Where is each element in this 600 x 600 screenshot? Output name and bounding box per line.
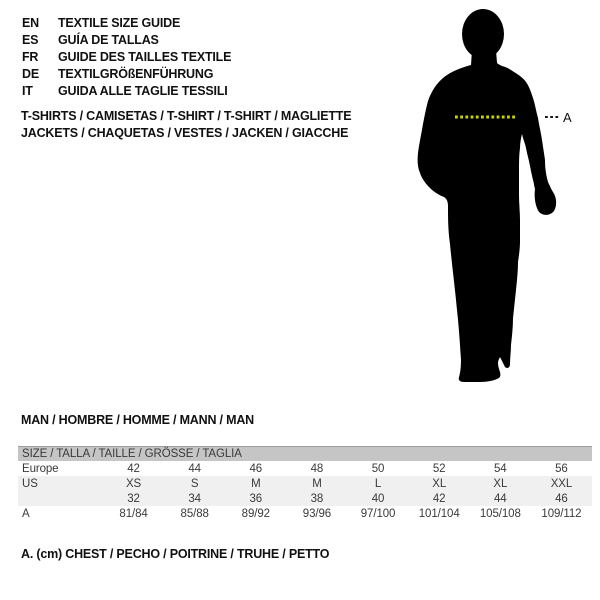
row-label: A xyxy=(22,507,30,520)
size-cell: 56 xyxy=(555,462,568,475)
man-body-silhouette xyxy=(418,50,557,382)
size-cell: 42 xyxy=(127,462,140,475)
section-title: MAN / HOMBRE / HOMME / MANN / MAN xyxy=(21,413,254,427)
size-cell: 42 xyxy=(432,492,446,505)
size-table-header: SIZE / TALLA / TAILLE / GRÖSSE / TAGLIA xyxy=(18,446,592,461)
size-cell: 36 xyxy=(249,492,263,505)
size-cell: 89/92 xyxy=(241,507,270,520)
size-cell: XS xyxy=(125,477,142,490)
size-cell: 85/88 xyxy=(180,507,209,520)
size-cell: XL xyxy=(432,477,447,490)
size-cell: 93/96 xyxy=(302,507,332,520)
size-cell: L xyxy=(374,477,382,490)
size-cell: XL xyxy=(493,477,508,490)
measure-label: A xyxy=(563,110,572,125)
language-code: IT xyxy=(22,83,33,98)
category-line: T-SHIRTS / CAMISETAS / T-SHIRT / T-SHIRT / MAGLIETTE xyxy=(21,109,352,123)
row-label: Europe xyxy=(22,462,59,475)
measurement-footnote: A. (cm) CHEST / PECHO / POITRINE / TRUHE / PETTO xyxy=(21,547,330,561)
size-cell: 81/84 xyxy=(119,507,148,520)
size-cell: S xyxy=(190,477,199,490)
size-cell: 40 xyxy=(371,492,385,505)
language-row xyxy=(22,14,231,31)
category-line: JACKETS / CHAQUETAS / VESTES / JACKEN / GIACCHE xyxy=(21,126,349,140)
language-code: FR xyxy=(22,49,39,64)
language-label: TEXTILE SIZE GUIDE xyxy=(58,15,181,30)
size-cell: 48 xyxy=(310,462,324,475)
size-cell: 101/104 xyxy=(418,507,460,520)
size-table-body xyxy=(18,461,592,521)
size-cell: 32 xyxy=(127,492,140,505)
man-silhouette-figure xyxy=(405,5,590,395)
size-cell: 46 xyxy=(555,492,568,505)
language-row xyxy=(22,48,231,65)
size-table-row xyxy=(18,476,592,491)
size-cell: 46 xyxy=(249,462,263,475)
size-table-row xyxy=(18,491,592,506)
size-cell: 34 xyxy=(188,492,201,505)
size-cell: 97/100 xyxy=(360,507,396,520)
size-table-row xyxy=(18,506,592,521)
size-cell: 52 xyxy=(432,462,446,475)
size-cell: 44 xyxy=(188,462,201,475)
language-code: DE xyxy=(22,66,39,81)
size-table xyxy=(18,446,592,521)
language-label: TEXTILGRÖßENFÜHRUNG xyxy=(58,66,214,81)
language-label: GUÍA DE TALLAS xyxy=(58,32,159,47)
row-label: US xyxy=(22,477,38,490)
language-code: ES xyxy=(22,32,39,47)
size-cell: 38 xyxy=(310,492,324,505)
language-code: EN xyxy=(22,15,39,30)
size-cell: XXL xyxy=(550,477,573,490)
language-row xyxy=(22,31,231,48)
size-cell: 50 xyxy=(371,462,385,475)
size-cell: 44 xyxy=(494,492,507,505)
size-cell: M xyxy=(312,477,322,490)
language-label: GUIDA ALLE TAGLIE TESSILI xyxy=(58,83,228,98)
language-label: GUIDE DES TAILLES TEXTILE xyxy=(58,49,232,64)
size-cell: 105/108 xyxy=(479,507,521,520)
language-row xyxy=(22,65,231,82)
size-cell: M xyxy=(251,477,261,490)
language-row xyxy=(22,82,231,99)
category-list xyxy=(21,108,351,142)
language-list xyxy=(22,14,231,99)
size-cell: 109/112 xyxy=(541,507,582,520)
size-cell: 54 xyxy=(494,462,507,475)
size-table-row xyxy=(18,461,592,476)
